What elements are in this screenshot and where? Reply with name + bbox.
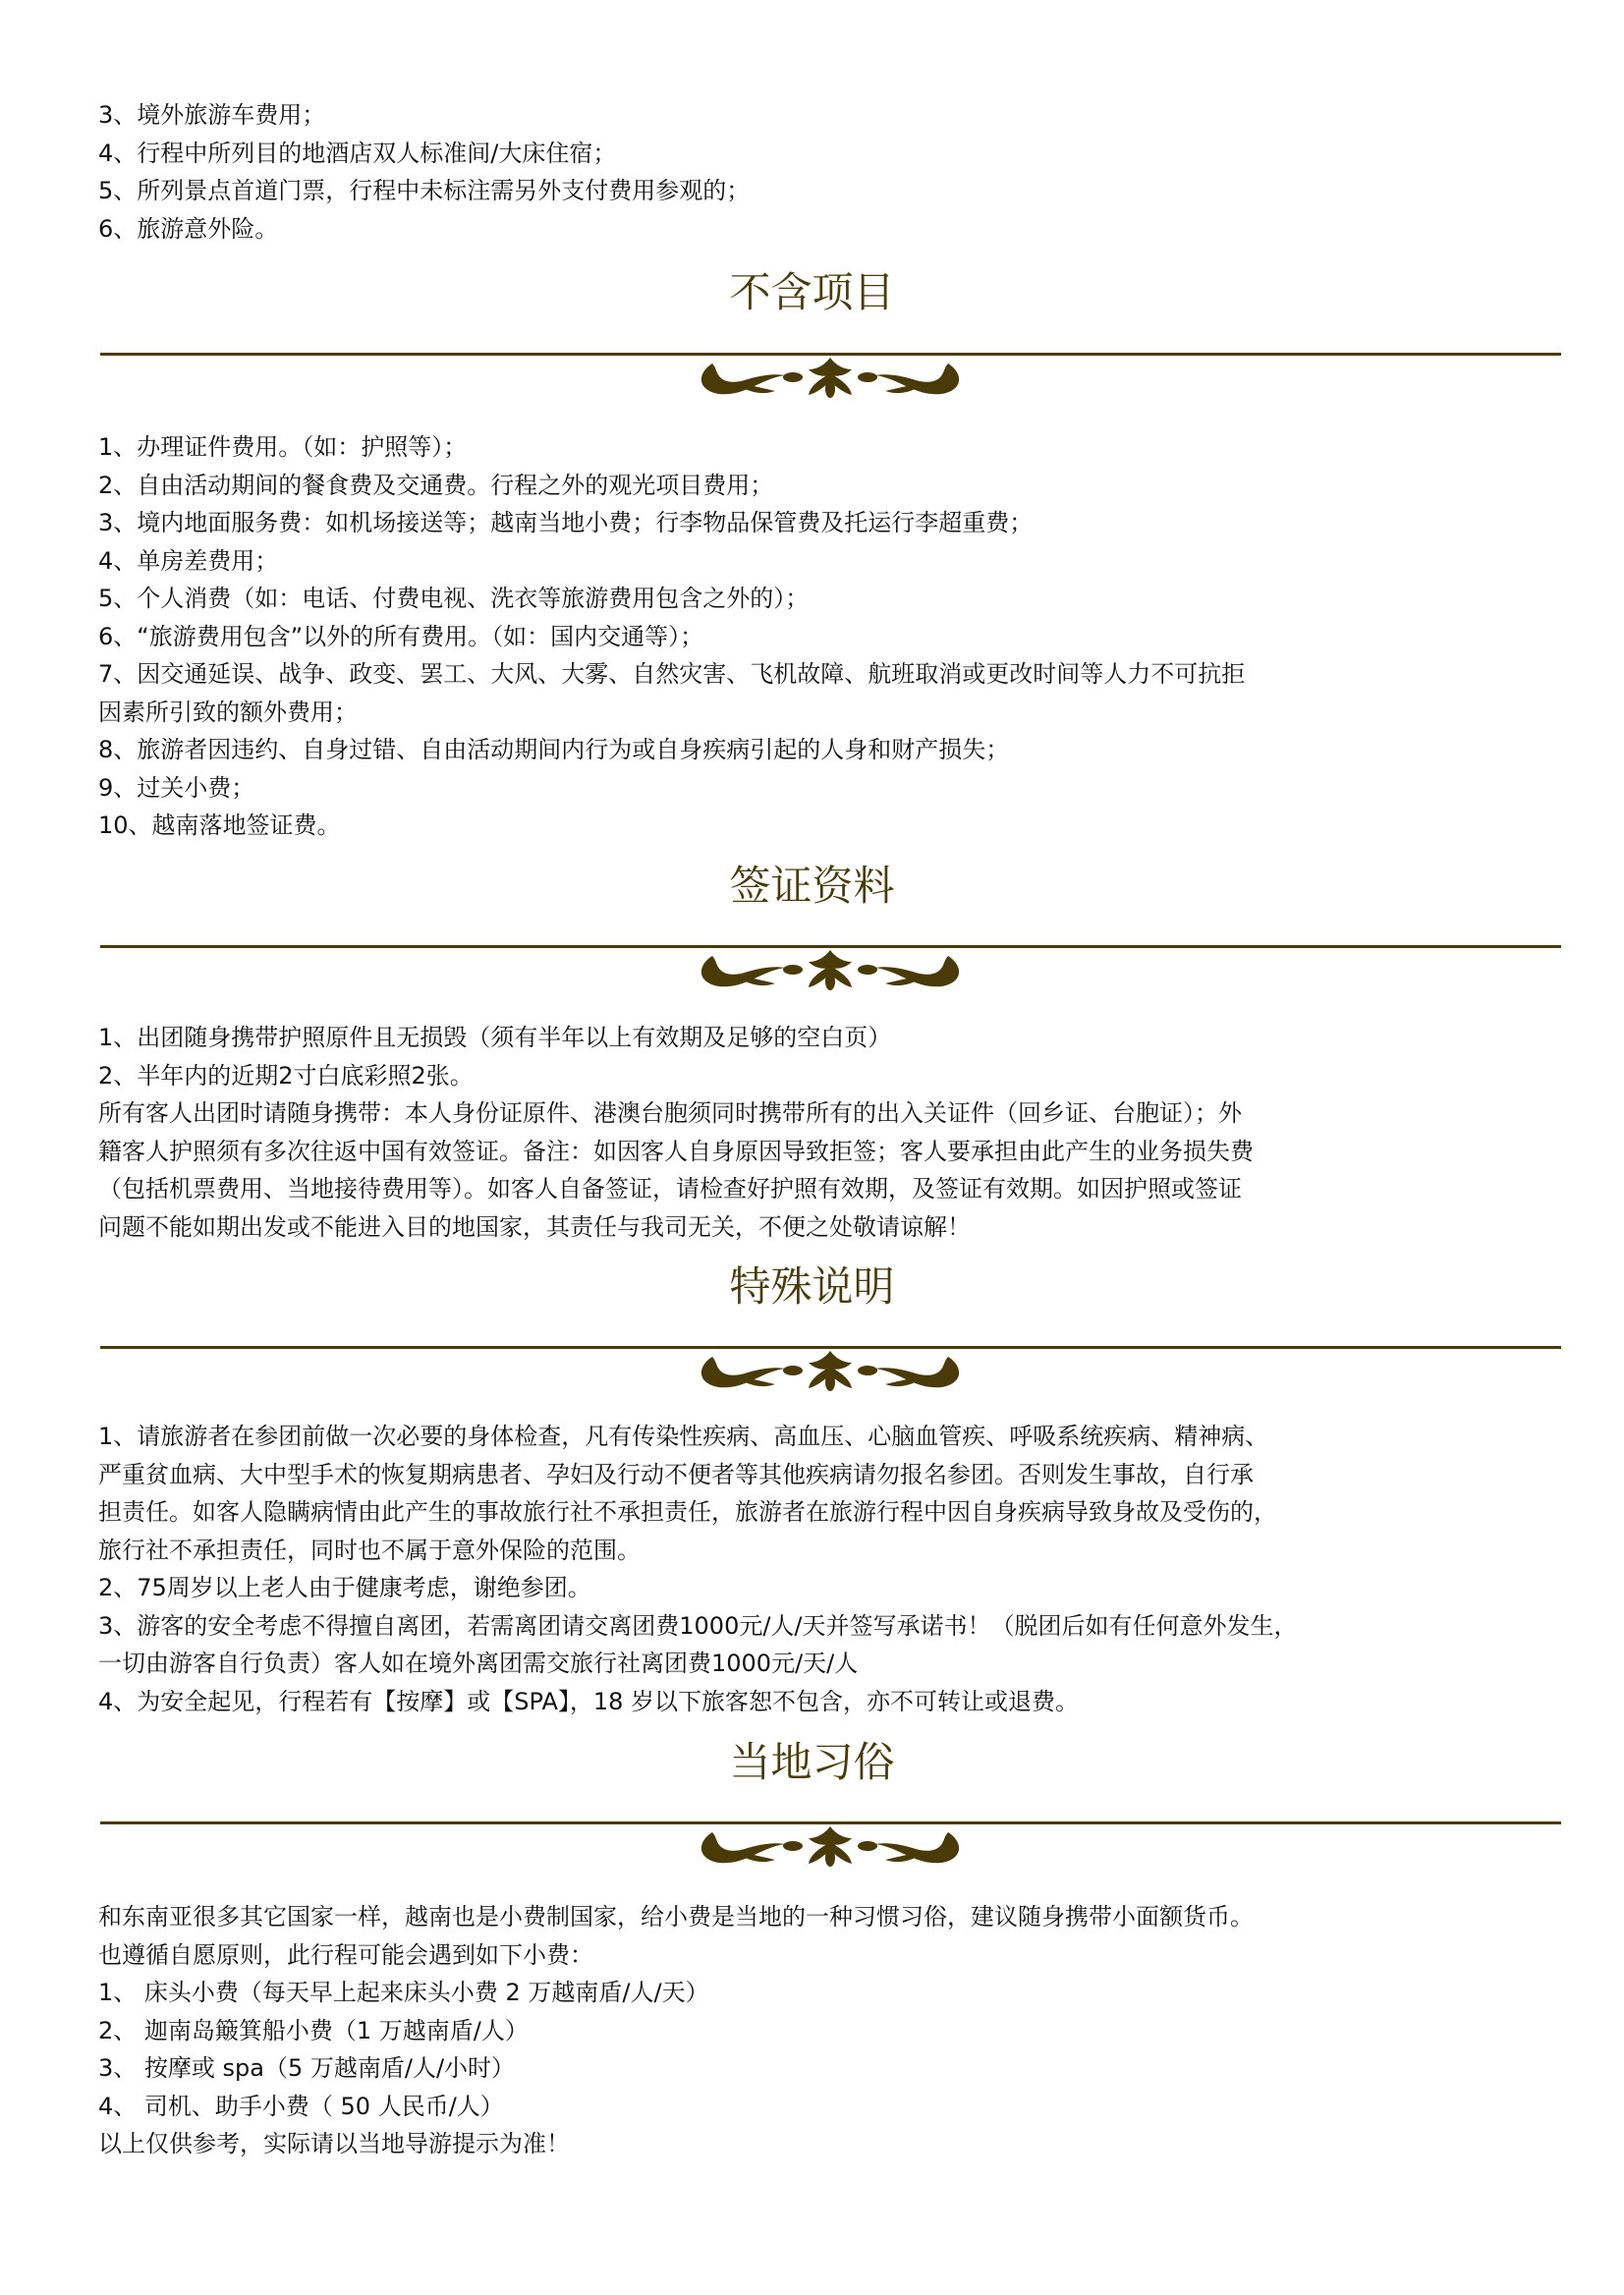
paragraph-line: 旅行社不承担责任，同时也不属于意外保险的范围。	[98, 1536, 641, 1564]
ornament-icon	[683, 948, 978, 993]
list-item: 4、行程中所列目的地酒店双人标准间/大床住宿；	[98, 139, 617, 167]
list-item: 3、境外旅游车费用；	[98, 101, 326, 129]
section-title-customs: 当地习俗	[729, 1738, 895, 1786]
list-item: 2、自由活动期间的餐食费及交通费。行程之外的观光项目费用；	[98, 471, 774, 499]
list-item: 4、为安全起见，行程若有【按摩】或【SPA】，18 岁以下旅客恕不包含，亦不可转让或退费。	[98, 1687, 1080, 1715]
list-item: 5、所列景点首道门票，行程中未标注需另外支付费用参观的；	[98, 177, 751, 204]
paragraph-line: 以上仅供参考，实际请以当地导游提示为准！	[98, 2130, 570, 2157]
list-item: 1、出团随身携带护照原件且无损毁（须有半年以上有效期及足够的空白页）	[98, 1024, 892, 1051]
list-item: 10、越南落地签证费。	[98, 812, 341, 839]
list-item: 1、 床头小费（每天早上起来床头小费 2 万越南盾/人/天）	[98, 1979, 709, 2006]
ornament-icon	[683, 1824, 978, 1870]
paragraph-line: 籍客人护照须有多次往返中国有效签证。备注：如因客人自身原因导致拒签；客人要承担由此产生的业务损失费	[98, 1137, 1254, 1165]
list-item: 3、境内地面服务费：如机场接送等；越南当地小费；行李物品保管费及托运行李超重费；	[98, 509, 1034, 536]
list-item: 7、因交通延误、战争、政变、罢工、大风、大雾、自然灾害、飞机故障、航班取消或更改时间等人力不可抗拒	[98, 660, 1246, 688]
visa-list	[98, 1019, 1572, 1246]
list-item: 4、单房差费用；	[98, 546, 279, 575]
section-divider	[100, 353, 1561, 402]
list-item: 1、办理证件费用。（如：护照等）；	[98, 433, 468, 461]
paragraph-line: 担责任。如客人隐瞒病情由此产生的事故旅行社不承担责任，旅游者在旅游行程中因自身疾病导致身故及受伤的，	[98, 1498, 1277, 1526]
section-divider	[100, 1346, 1561, 1395]
list-item: 3、游客的安全考虑不得擅自离团，若需离团请交离团费1000元/人/天并签写承诺书！（脱团后如有任何意外发生，	[98, 1611, 1298, 1640]
customs-list	[98, 1898, 1572, 2163]
list-item: 8、旅游者因违约、自身过错、自由活动期间内行为或自身疾病引起的人身和财产损失；	[98, 736, 1010, 763]
list-item: 6、“旅游费用包含”以外的所有费用。（如：国内交通等）；	[98, 622, 704, 650]
list-item: 5、个人消费（如：电话、付费电视、洗衣等旅游费用包含之外的）；	[98, 585, 810, 612]
list-item: 2、 迦南岛簸箕船小费（1 万越南盾/人）	[98, 2016, 529, 2044]
included-list	[98, 96, 1572, 248]
paragraph-line: 所有客人出团时请随身携带：本人身份证原件、港澳台胞须同时携带所有的出入关证件（回乡证、台胞证）；外	[98, 1099, 1242, 1127]
paragraph-line: 和东南亚很多其它国家一样，越南也是小费制国家，给小费是当地的一种习惯习俗，建议随身携带小面额货币。	[98, 1903, 1254, 1931]
section-title-visa: 签证资料	[729, 862, 895, 910]
paragraph-line: （包括机票费用、当地接待费用等）。如客人自备签证，请检查好护照有效期，及签证有效期。如因护照或签证	[98, 1175, 1242, 1203]
ornament-icon	[683, 356, 978, 401]
list-item: 2、半年内的近期2寸白底彩照2张。	[98, 1061, 474, 1090]
paragraph-line: 也遵循自愿原则，此行程可能会遇到如下小费：	[98, 1940, 593, 1969]
section-title-excluded: 不含项目	[729, 268, 895, 316]
special-list	[98, 1418, 1572, 1720]
list-item: 4、 司机、助手小费（ 50 人民币/人）	[98, 2092, 504, 2120]
list-item: 3、 按摩或 spa（5 万越南盾/人/小时）	[98, 2054, 516, 2082]
paragraph-line: 问题不能如期出发或不能进入目的地国家，其责任与我司无关，不便之处敬请谅解！	[98, 1212, 971, 1241]
paragraph-line: 严重贫血病、大中型手术的恢复期病患者、孕妇及行动不便者等其他疾病请勿报名参团。否则发生事故，自行承	[98, 1460, 1254, 1488]
list-item: 9、过关小费；	[98, 773, 255, 802]
section-title-special: 特殊说明	[729, 1262, 895, 1311]
list-item: 因素所引致的额外费用；	[98, 698, 358, 726]
list-item: 2、75周岁以上老人由于健康考虑，谢绝参团。	[98, 1574, 591, 1601]
paragraph-line: 一切由游客自行负责）客人如在境外离团需交旅行社离团费1000元/天/人	[98, 1650, 859, 1677]
section-divider	[100, 945, 1561, 994]
excluded-list	[98, 428, 1572, 845]
list-item: 1、请旅游者在参团前做一次必要的身体检查，凡有传染性疾病、高血压、心脑血管疾、呼吸系统疾病、精神病、	[98, 1423, 1269, 1450]
list-item: 6、旅游意外险。	[98, 214, 279, 243]
section-divider	[100, 1821, 1561, 1871]
ornament-icon	[683, 1349, 978, 1394]
